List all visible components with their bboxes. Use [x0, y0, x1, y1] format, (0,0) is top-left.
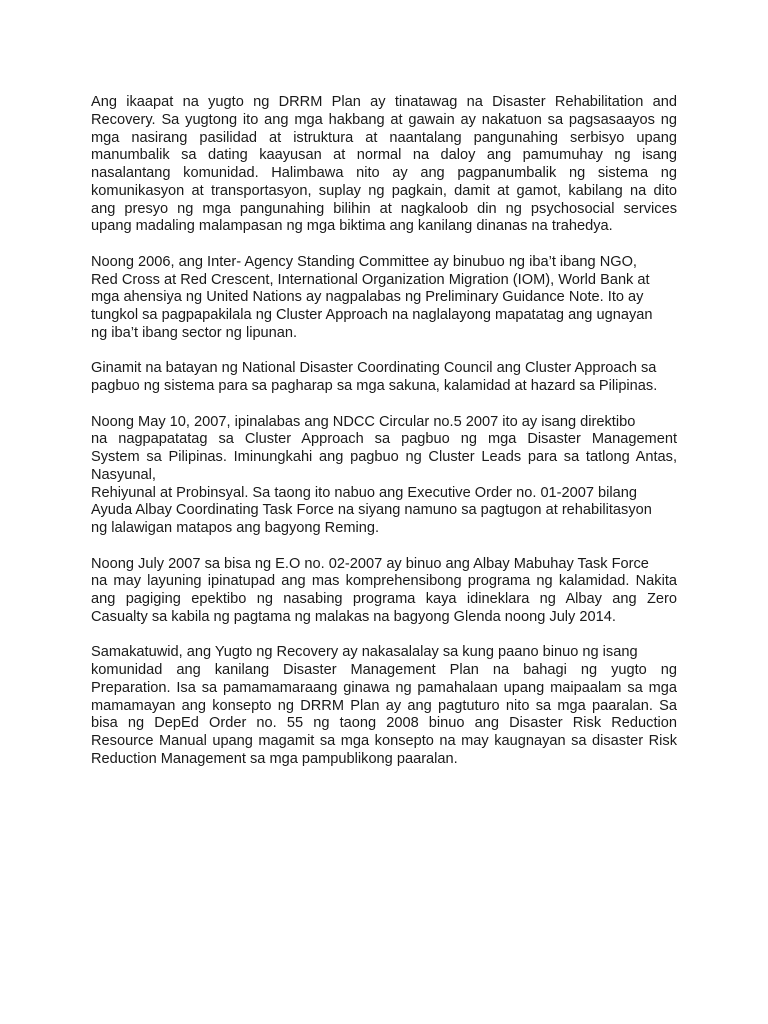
text-line: Noong May 10, 2007, ipinalabas ang NDCC Circular no.5 2007 ito ay isang direktibo [91, 413, 636, 430]
text-line: Casualty sa kabila ng pagtama ng malakas na bagyong Glenda noong July 2014. [91, 608, 616, 625]
text-line: ang presyo ng mga pangunahing bilihin at nagkaloob din ng psychosocial services [91, 200, 677, 217]
text-line: upang madaling malampasan ng mga biktima ang kanilang dinanas na trahedya. [91, 218, 613, 235]
text-line: Rehiyunal at Probinsyal. Sa taong ito nabuo ang Executive Order no. 01-2007 bilang [91, 484, 638, 501]
text-line: mga nasirang pasilidad at istruktura at naantalang pangunahing serbisyo upang [91, 129, 677, 146]
text-line: na may layuning ipinatupad ang mas komprehensibong programa ng kalamidad. Nakita [91, 573, 677, 590]
text-line: Noong July 2007 sa bisa ng E.O no. 02-2007 ay binuo ang Albay Mabuhay Task Force [91, 555, 649, 572]
text-line: komunidad ang kanilang Disaster Management Plan na bahagi ng yugto ng [91, 662, 677, 678]
text-line: System sa Pilipinas. Iminungkahi ang pagbuo ng Cluster Leads para sa tatlong Antas, [91, 449, 677, 465]
document-body [91, 94, 677, 786]
text-line: Ginamit na batayan ng National Disaster Coordinating Council ang Cluster Approach sa [91, 360, 657, 377]
paragraph [91, 254, 677, 343]
text-line: komunikasyon at transportasyon, suplay ng pagkain, damit at gamot, kabilang na dito [91, 182, 677, 199]
text-line: Recovery. Sa yugtong ito ang mga hakbang at gawain ay nakatuon sa pagsasaayos ng [91, 111, 677, 128]
text-line: Resource Manual upang magamit sa mga konsepto na may kaugnayan sa disaster Risk [91, 733, 677, 749]
text-line: ng lalawigan matapos ang bagyong Reming. [91, 520, 380, 536]
text-line: Red Cross at Red Crescent, International Organization Migration (IOM), World Bank at [91, 271, 650, 288]
paragraph [91, 94, 677, 236]
text-line: Noong 2006, ang Inter- Agency Standing Committee ay binubuo ng iba’t ibang NGO, [91, 253, 637, 270]
text-line: Ayuda Albay Coordinating Task Force na siyang namuno sa pagtugon at rehabilitasyon [91, 502, 652, 519]
text-line: Ang ikaapat na yugto ng DRRM Plan ay tinatawag na Disaster Rehabilitation and [91, 94, 677, 110]
paragraph [91, 556, 677, 627]
text-line: bisa ng DepEd Order no. 55 ng taong 2008 binuo ang Disaster Risk Reduction [91, 715, 677, 732]
text-line: ng iba’t ibang sector ng lipunan. [91, 324, 298, 341]
text-line: manumbalik sa dating kaayusan at normal na daloy ang pamumuhay ng isang [91, 147, 677, 164]
paragraph [91, 414, 677, 538]
text-line: Preparation. Isa sa pamamamaraang ginawa ng pamahalaan upang maipaalam sa mga [91, 679, 677, 696]
text-line: ang pagiging epektibo ng nasabing programa kaya idineklara ng Albay ang Zero [91, 591, 677, 607]
text-line: Nasyunal, [91, 466, 156, 483]
text-line: pagbuo ng sistema para sa pagharap sa mga sakuna, kalamidad at hazard sa Pilipinas. [91, 378, 658, 394]
text-line: na nagpapatatag sa Cluster Approach sa pagbuo ng mga Disaster Management [91, 431, 677, 448]
text-line: nasalantang komunidad. Halimbawa nito ay ang pagpanumbalik ng sistema ng [91, 165, 677, 181]
text-line: Samakatuwid, ang Yugto ng Recovery ay nakasalalay sa kung paano binuo ng isang [91, 644, 638, 661]
text-line: Reduction Management sa mga pampublikong paaralan. [91, 750, 458, 767]
text-line: tungkol sa pagpapakilala ng Cluster Approach na naglalayong mapatatag ang ugnayan [91, 307, 653, 323]
paragraph [91, 644, 677, 768]
paragraph [91, 360, 677, 396]
text-line: mga ahensiya ng United Nations ay nagpalabas ng Preliminary Guidance Note. Ito ay [91, 289, 644, 306]
text-line: mamamayan ang konsepto ng DRRM Plan ay ang pagtuturo nito sa mga paaralan. Sa [91, 697, 677, 714]
